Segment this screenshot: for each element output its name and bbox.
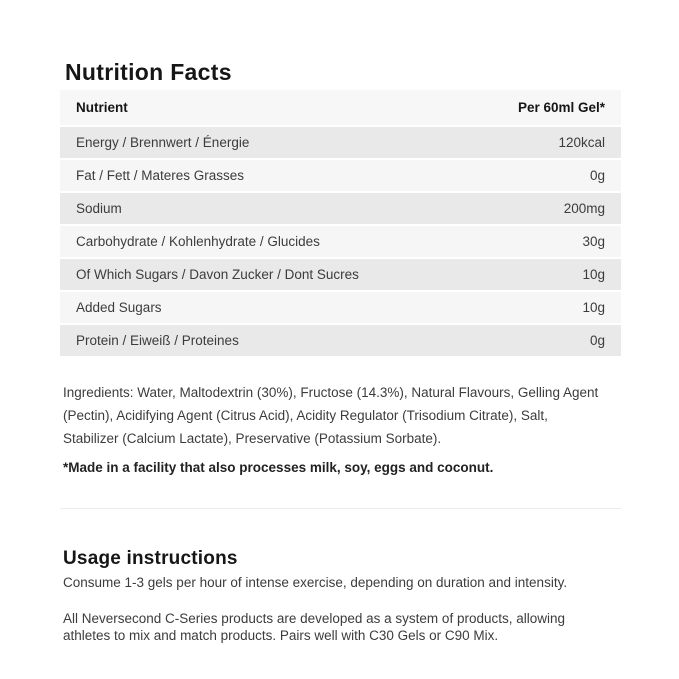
nutrient-amount: 0g (589, 167, 605, 183)
table-header-row (60, 90, 621, 125)
table-row-protein (60, 325, 621, 356)
table-row-added-sugars (60, 292, 621, 323)
nutrient-amount: 0g (589, 332, 605, 348)
nutrient-name: Sodium (76, 200, 122, 216)
nutrient-name: Of Which Sugars / Davon Zucker / Dont Sucres (76, 266, 359, 282)
system-paragraph-line: All Neversecond C-Series products are developed as a system of products, allowing (63, 611, 565, 626)
nutrient-amount: 30g (582, 233, 605, 249)
consume-paragraph: Consume 1-3 gels per hour of intense exercise, depending on duration and intensity. (63, 575, 568, 590)
column-header-nutrient: Nutrient (76, 99, 128, 115)
system-paragraph (63, 611, 638, 644)
system-paragraph-line: athletes to mix and match products. Pairs well with C30 Gels or C90 Mix. (63, 627, 499, 643)
nutrient-amount: 200mg (563, 200, 605, 216)
table-row-of-which-sugars (60, 259, 621, 290)
nutrient-amount: 10g (582, 299, 605, 315)
nutrient-amount: 120kcal (558, 134, 605, 150)
table-row-fat (60, 160, 621, 191)
table-row-carbohydrate (60, 226, 621, 257)
nutrient-name: Fat / Fett / Materes Grasses (76, 167, 245, 183)
page-title: Nutrition Facts (65, 59, 232, 86)
allergen-note: *Made in a facility that also processes milk, soy, eggs and coconut. (63, 460, 494, 475)
table-row-sodium (60, 193, 621, 224)
ingredients-line: Ingredients: Water, Maltodextrin (30%), Fructose (14.3%), Natural Flavours, Gelling Agent (63, 385, 599, 400)
table-row-energy (60, 127, 621, 158)
ingredients-line: (Pectin), Acidifying Agent (Citrus Acid), Acidity Regulator (Trisodium Citrate), Salt, (63, 408, 548, 423)
nutrient-name: Protein / Eiweiß / Proteines (76, 332, 239, 348)
nutrient-amount: 10g (582, 266, 605, 282)
ingredients-line: Stabilizer (Calcium Lactate), Preservative (Potassium Sorbate). (63, 431, 442, 446)
column-header-amount: Per 60ml Gel* (517, 99, 605, 115)
table-body (60, 127, 621, 356)
nutrient-name: Carbohydrate / Kohlenhydrate / Glucides (76, 233, 320, 249)
nutrition-table (60, 90, 621, 356)
section-divider (60, 508, 621, 509)
nutrient-name: Added Sugars (76, 299, 162, 315)
ingredients-paragraph (63, 381, 623, 450)
usage-instructions-heading: Usage instructions (63, 547, 238, 569)
nutrient-name: Energy / Brennwert / Énergie (76, 134, 250, 150)
